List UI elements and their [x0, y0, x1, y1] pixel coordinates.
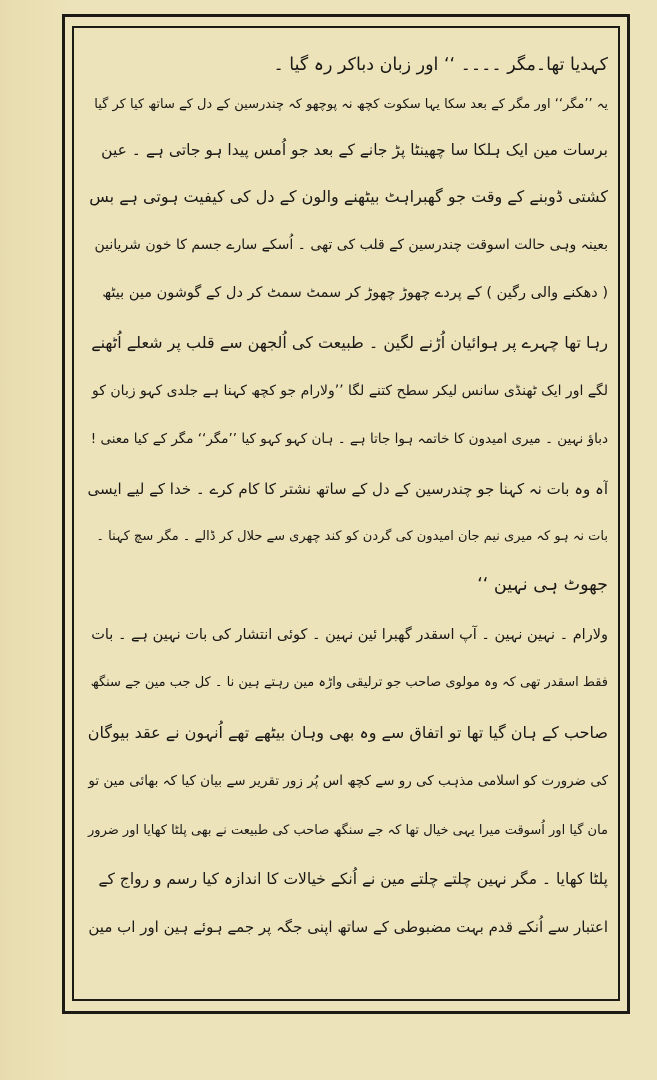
text-line-2: یہ ’’مگر‘‘ اور مگر کے بعد سکا یہا سکوت کچھ نہ پوچھو کہ چندرسین کے دل کے ساتھ کیا کر گیا [94, 97, 608, 112]
text-line-8: لگے اور ایک ٹھنڈی سانس لیکر سطح کتنے لگا ’’ولارام جو کچھ کہنا ہے جلدی کہو زبان کو [92, 383, 608, 399]
text-line-19: اعتبار سے اُنکے قدم بہت مضبوطی کے ساتھ اپنی جگہ پر جمے ہوئے ہین اور اب مین [88, 918, 608, 936]
text-line-16: کی ضرورت کو اسلامی مذہب کی رو سے کچھ اس پُر زور تقریر سے بیان کیا کہ بھائی مین تو [88, 773, 608, 789]
text-line-5: بعینہ وہی حالت اسوقت چندرسین کے قلب کی تھی ۔ اُسکے سارے جسم کا خون شریانین [94, 237, 608, 253]
text-line-17: مان گیا اور اُسوقت میرا یہی خیال تھا کہ جے سنگھ صاحب کی طبیعت نے بھی پلٹا کھایا اور ضرور [88, 823, 608, 838]
text-line-1: کہدیا تھا۔مگر ۔۔۔۔ ‘‘ اور زبان دباکر رہ گیا ۔ [273, 55, 608, 75]
text-line-14: فقط اسقدر تھی کہ وہ مولوی صاحب جو ترلیقی واڑہ مین رہتے ہین نا ۔ کل جب مین جے سنگھ [90, 675, 608, 690]
text-line-6: ( دھکنے والی رگین ) کے پردے چھوڑ چھوڑ کر سمٹ سمٹ کر دل کے گوشون مین بیٹھ [102, 285, 608, 301]
text-line-9: دباؤ نہین ۔ میری امیدون کا خاتمہ ہوا جاتا ہے ۔ ہان کہو کہو کیا ’’مگر‘‘ مگر کے کیا معنی ! [90, 431, 608, 447]
text-line-13: ولارام ۔ نہین نہین ۔ آپ اسقدر گھبرا ئین نہین ۔ کوئی انتشار کی بات نہین ہے ۔ بات [91, 627, 608, 643]
text-line-10: آہ وہ بات نہ کہنا جو چندرسین کے دل کے ساتھ نشتر کا کام کرے ۔ خدا کے لیے ایسی [87, 480, 608, 498]
text-line-11: بات نہ ہو کہ میری نیم جان امیدون کی گردن کو کند چھری سے حلال کر ڈالے ۔ مگر سچ کہنا ۔ [96, 529, 608, 544]
text-line-18: پلٹا کھایا ۔ مگر نہین چلتے چلتے مین نے اُنکے خیالات کا اندازہ کیا رسم و رواج کے [98, 870, 608, 888]
urdu-text-body [86, 50, 608, 980]
text-line-15: صاحب کے ہان گیا تھا تو اتفاق سے وہ بھی وہان بیٹھے تھے اُنہون نے عقد بیوگان [87, 723, 608, 742]
text-line-3: برسات مین ایک ہلکا سا چھینٹا پڑ جانے کے بعد جو اُمس پیدا ہو جاتی ہے ۔ عین [101, 141, 608, 159]
text-line-4: کشتی ڈوبنے کے وقت جو گھبراہٹ بیٹھنے والون کے دل کی کیفیت ہوتی ہے بس [89, 187, 608, 206]
text-line-7: رہا تھا چہرے پر ہوائیان اُڑنے لگین ۔ طبیعت کی اُلجھن سے قلب پر شعلے اُٹھنے [91, 333, 608, 352]
text-line-12: جھوٹ ہی نہین ‘‘ [477, 575, 608, 595]
page-edge-shadow [0, 0, 70, 1080]
